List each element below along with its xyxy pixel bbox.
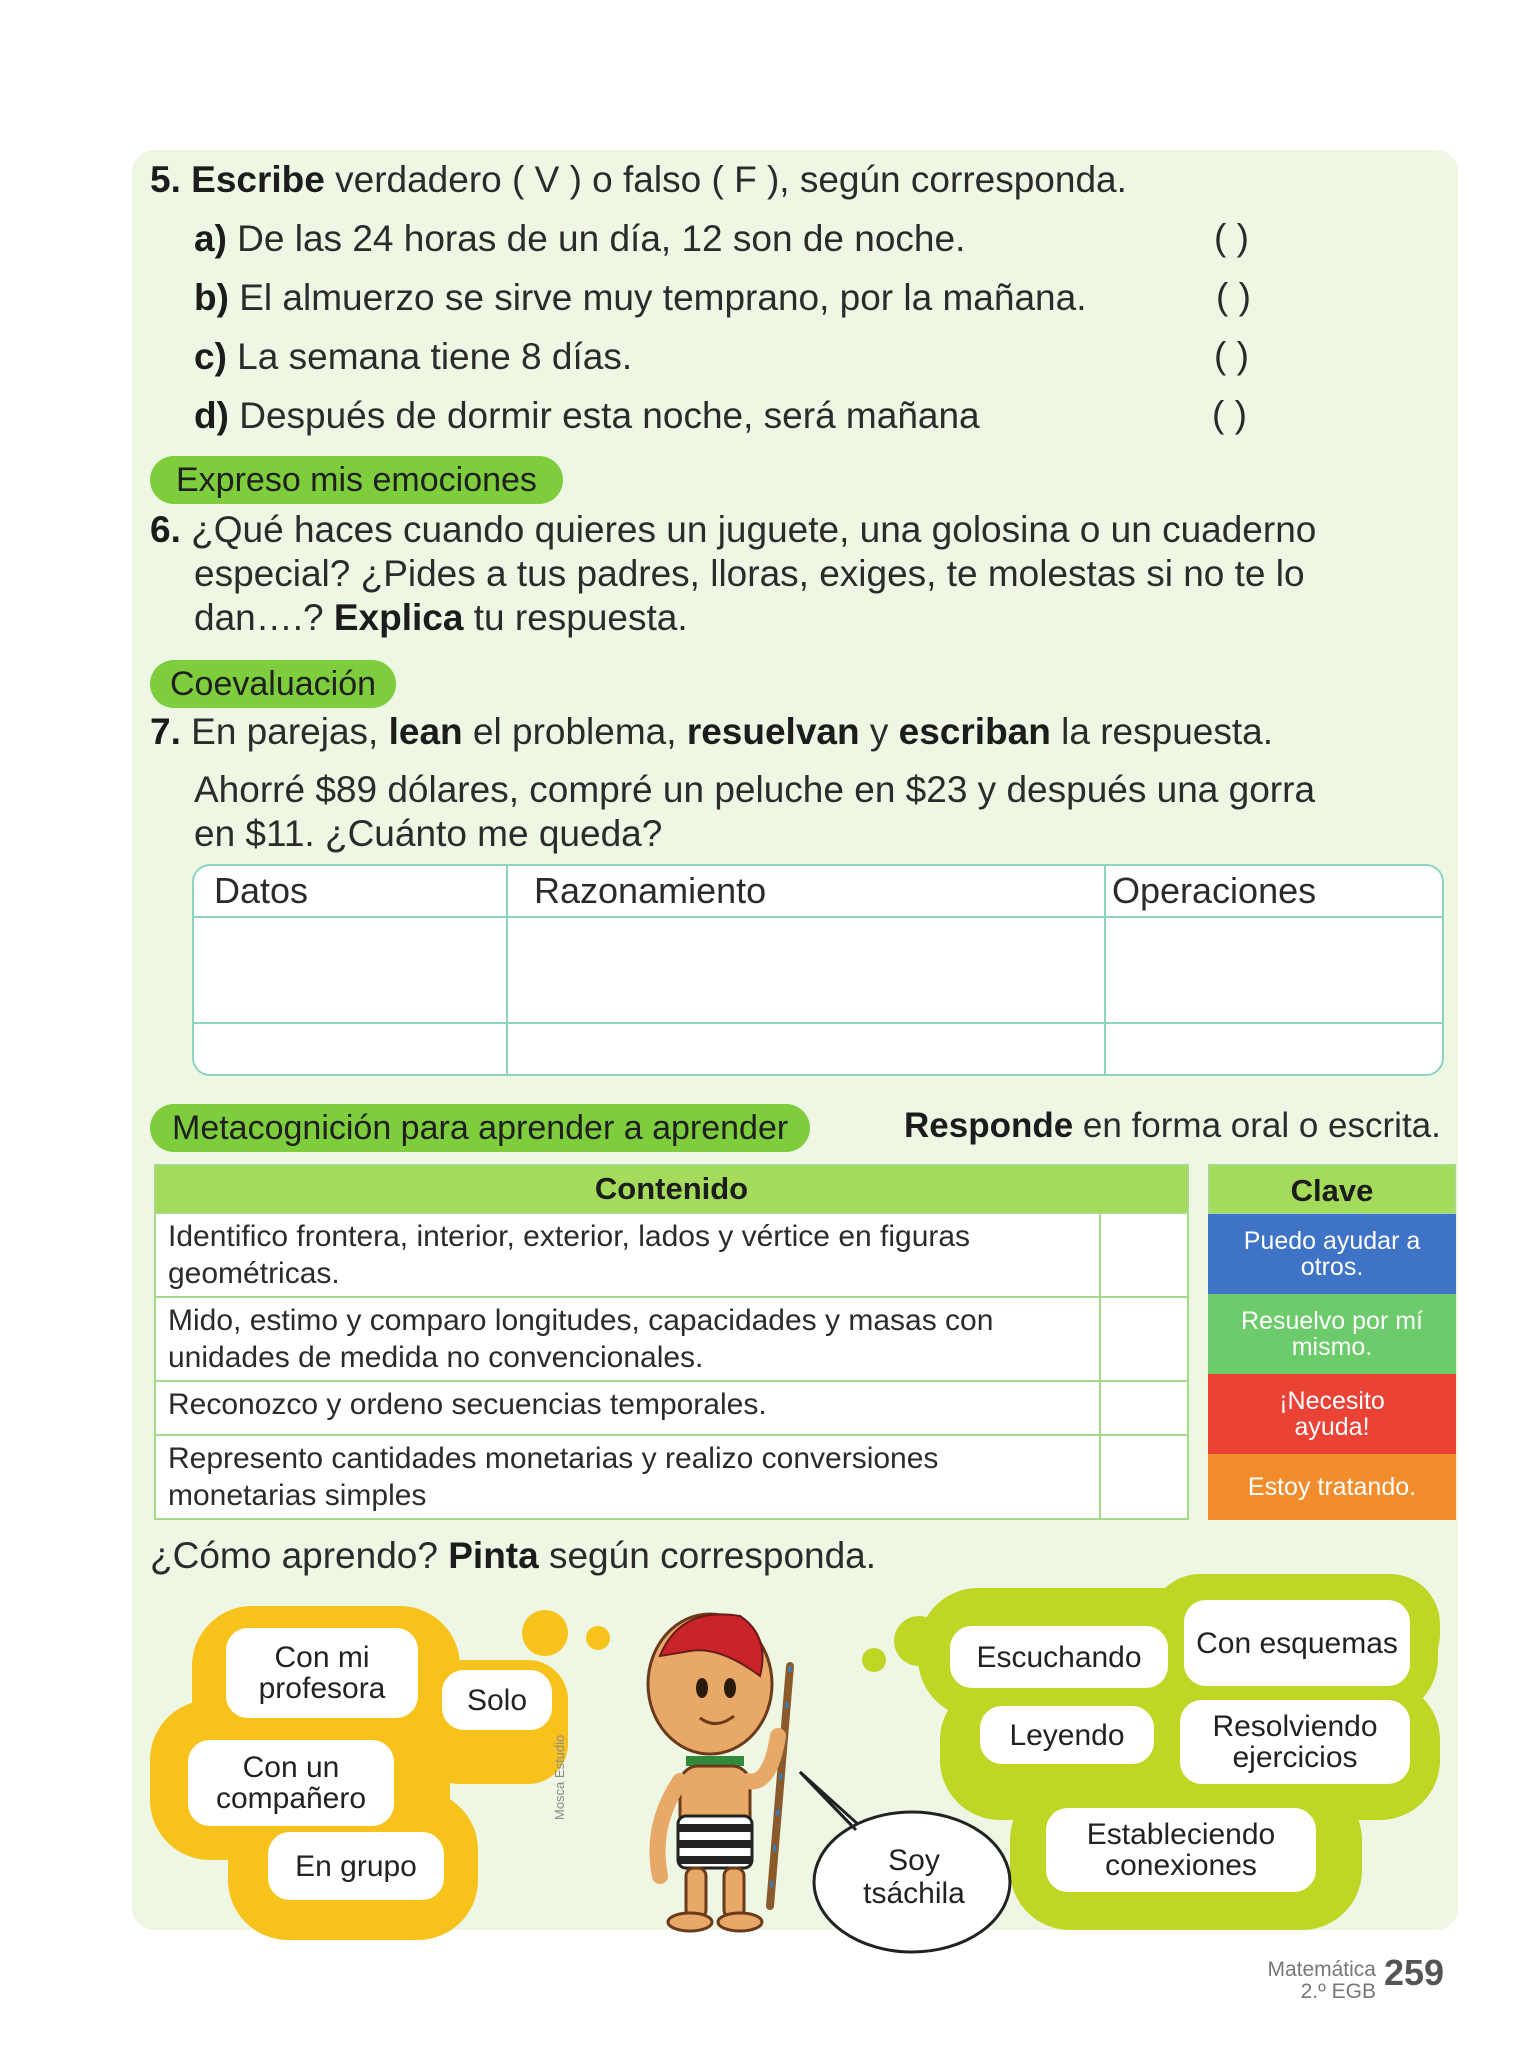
content-row-2: Mido, estimo y comparo longitudes, capacidades y masas con unidades de medida no convencionales.: [155, 1297, 1100, 1381]
question-5: [150, 158, 1127, 202]
word-resolviendo-ejercicios[interactable]: Resolviendo ejercicios: [1180, 1700, 1410, 1784]
section-metacognicion: Metacognición para aprender a aprender: [150, 1104, 810, 1152]
content-header: Contenido: [155, 1165, 1188, 1213]
q7-problem-line1: Ahorré $89 dólares, compré un peluche en $23 y después una gorra: [194, 769, 1316, 810]
clave-legend: [1208, 1164, 1456, 1520]
word-escuchando[interactable]: Escuchando: [950, 1626, 1168, 1688]
word-con-esquemas[interactable]: Con esquemas: [1184, 1600, 1410, 1686]
q5-instruction: verdadero ( V ) o falso ( F ), según corresponda.: [324, 159, 1127, 200]
q5-item-b: b) El almuerzo se sirve muy temprano, por la mañana.: [194, 277, 1087, 318]
q7-problem-line2: en $11. ¿Cuánto me queda?: [194, 813, 663, 854]
work-table: [192, 864, 1444, 1076]
speech-text: Soy tsáchila: [863, 1844, 965, 1910]
word-estableciendo-conexiones[interactable]: Estableciendo conexiones: [1046, 1808, 1316, 1892]
footer-subject: Matemática: [1267, 1958, 1376, 1981]
page-number: 259: [1384, 1952, 1445, 1993]
clave-estoy-tratando: Estoy tratando.: [1208, 1454, 1456, 1520]
clave-necesito-ayuda: ¡Necesito ayuda!: [1208, 1374, 1456, 1454]
word-en-grupo[interactable]: En grupo: [268, 1832, 444, 1900]
clave-puedo-ayudar: Puedo ayudar a otros.: [1208, 1214, 1456, 1294]
section-emociones: Expreso mis emociones: [150, 456, 563, 504]
q5-item-c: c) La semana tiene 8 días.: [194, 336, 633, 377]
header-razonamiento: Razonamiento: [534, 870, 767, 911]
word-con-mi-profesora[interactable]: Con mi profesora: [226, 1628, 418, 1718]
content-row-1-check[interactable]: [1100, 1213, 1188, 1297]
header-operaciones: Operaciones: [1112, 870, 1317, 911]
razonamiento-cell[interactable]: [508, 918, 1104, 1022]
word-leyendo[interactable]: Leyendo: [980, 1706, 1154, 1764]
content-row-4: Represento cantidades monetarias y realizo conversiones monetarias simples: [155, 1435, 1100, 1519]
q5-item-d: d) Después de dormir esta noche, será mañana: [194, 395, 980, 436]
word-con-un-companero[interactable]: Con un compañero: [188, 1740, 394, 1826]
clave-header: Clave: [1208, 1164, 1456, 1214]
header-datos: Datos: [214, 870, 309, 911]
question-7: 7. En parejas, lean el problema, resuelvan y escriban la respuesta.: [150, 711, 1273, 752]
clave-resuelvo: Resuelvo por mí mismo.: [1208, 1294, 1456, 1374]
content-row-4-check[interactable]: [1100, 1435, 1188, 1519]
q5-number: 5.: [150, 159, 181, 200]
content-row-1: Identifico frontera, interior, exterior, lados y vértice en figuras geométricas.: [155, 1213, 1100, 1297]
answer-box-a[interactable]: ( ): [1214, 217, 1249, 258]
footer-grade: 2.º EGB: [1300, 1980, 1376, 2003]
como-aprendo-title: ¿Cómo aprendo? Pinta según corresponda.: [150, 1535, 877, 1576]
operaciones-cell[interactable]: [1106, 918, 1442, 1022]
content-row-3-check[interactable]: [1100, 1381, 1188, 1435]
content-table: [154, 1164, 1189, 1520]
answer-box-d[interactable]: ( ): [1212, 394, 1247, 435]
work-row-divider: [194, 1022, 1442, 1024]
answer-box-c[interactable]: ( ): [1214, 335, 1249, 376]
q6-line3: dan….? Explica tu respuesta.: [194, 597, 688, 638]
q6-line2: especial? ¿Pides a tus padres, lloras, exiges, te molestas si no te lo: [194, 553, 1305, 594]
content-row-2-check[interactable]: [1100, 1297, 1188, 1381]
meta-instruction: Responde en forma oral o escrita.: [904, 1106, 1441, 1145]
word-solo[interactable]: Solo: [442, 1670, 552, 1730]
q5-item-a: a) De las 24 horas de un día, 12 son de noche.: [194, 218, 966, 259]
section-coevaluacion: Coevaluación: [150, 660, 396, 708]
photo-credit: Mosca Estudio: [552, 1734, 567, 1820]
answer-box-b[interactable]: ( ): [1216, 276, 1251, 317]
content-row-3: Reconozco y ordeno secuencias temporales.: [155, 1381, 1100, 1435]
question-6: 6. ¿Qué haces cuando quieres un juguete, una golosina o un cuaderno: [150, 509, 1317, 550]
datos-cell[interactable]: [194, 918, 506, 1022]
q5-verb: Escribe: [191, 159, 325, 200]
